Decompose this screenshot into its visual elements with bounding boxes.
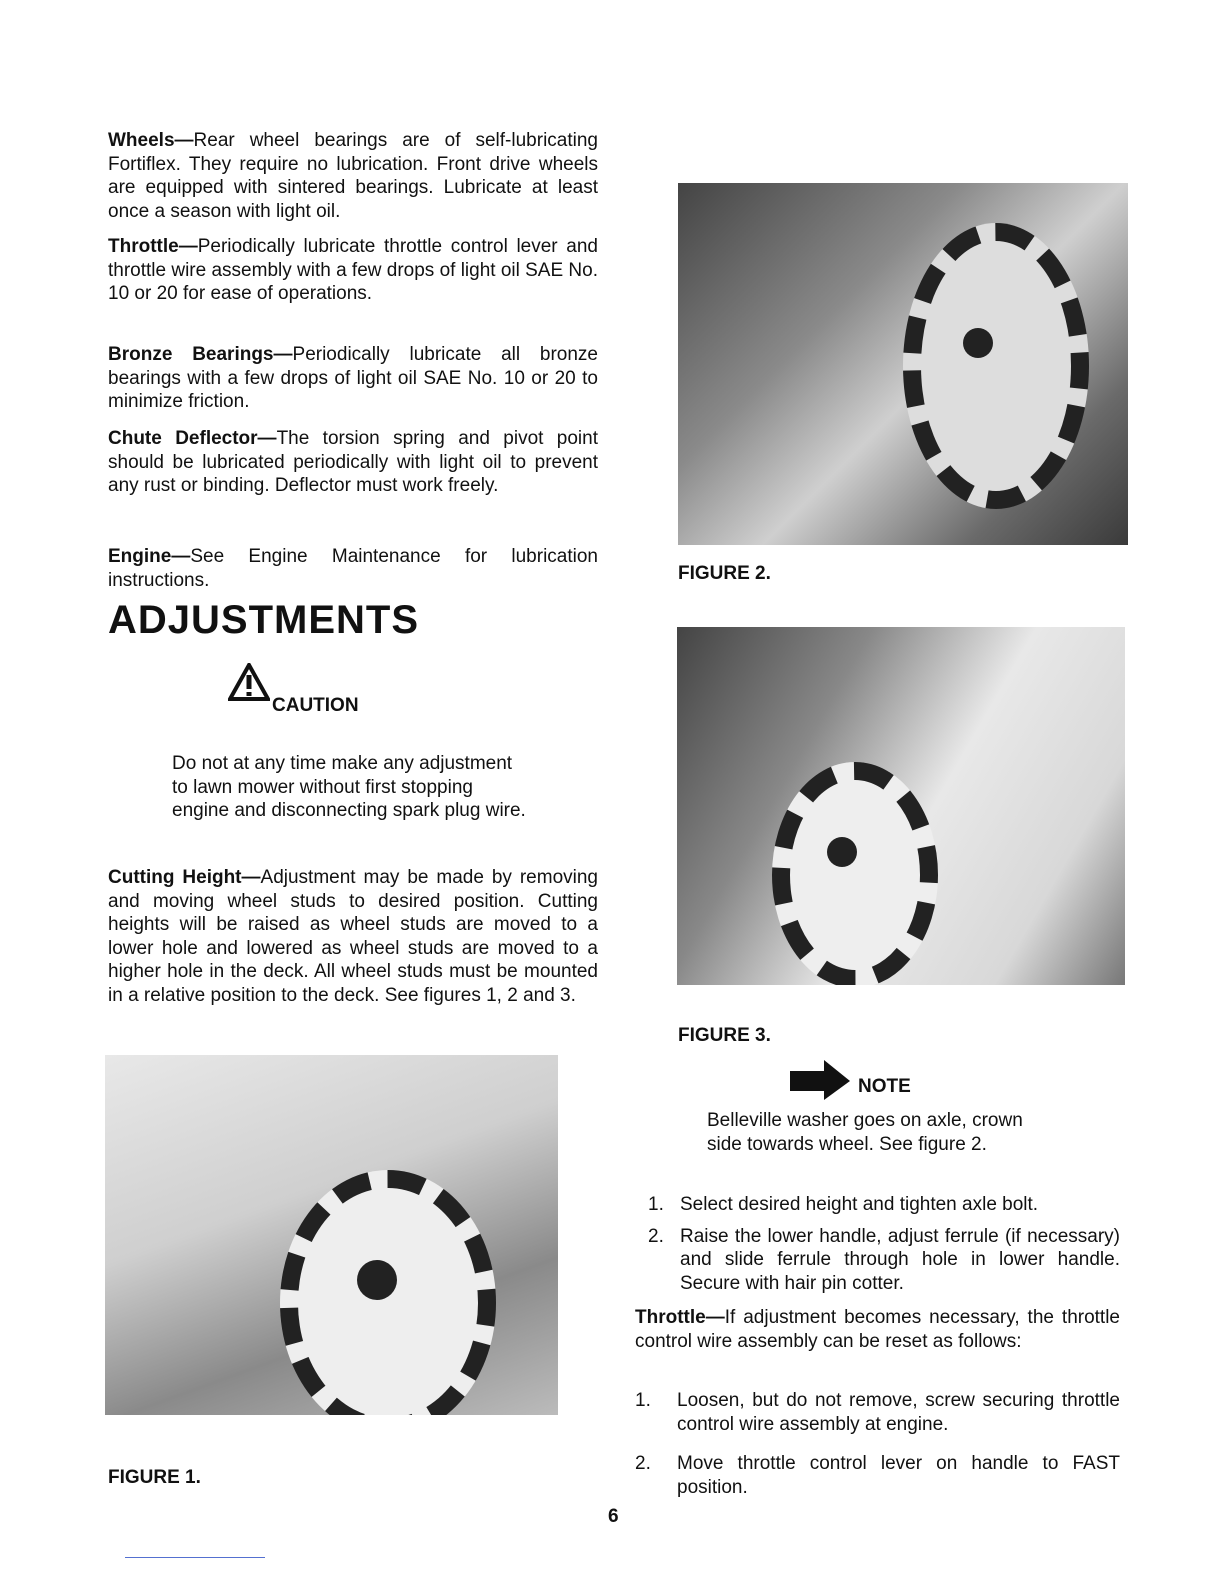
caution-text: Do not at any time make any adjustment to lawn mower without first stopping engine and disconnecting spark plug wire. <box>172 753 526 822</box>
figure-2-photo <box>678 183 1128 545</box>
footer-rule <box>125 1557 265 1558</box>
figure-1-caption: FIGURE 1. <box>108 1467 201 1488</box>
list-item: 1. Select desired height and tighten axle bolt. <box>648 1194 1039 1215</box>
cutting-height-paragraph: Cutting Height—Adjustment may be made by removing and moving wheel studs to desired position. Cutting heights will be raised as wheel studs are moved to a lower hole and lowered as wheel studs are moved to a higher hole in the deck. All wheel studs must be mounted in a relative position to the deck. See figures 1, 2 and 3. <box>108 867 598 1006</box>
caution-header: CAUTION <box>228 663 270 706</box>
list-item: 2. Raise the lower handle, adjust ferrule (if necessary) and slide ferrule through hole in lower handle. Secure with hair pin cotter. <box>648 1225 1120 1294</box>
list-item: 2. Move throttle control lever on handle to FAST position. <box>635 1453 1120 1498</box>
warning-triangle-icon <box>228 663 270 701</box>
chute-deflector-paragraph: Chute Deflector—The torsion spring and pivot point should be lubricated periodically with light oil to prevent any rust or binding. Deflector must work freely. <box>108 428 598 497</box>
figure-3-caption: FIGURE 3. <box>678 1025 771 1046</box>
engine-paragraph: Engine—See Engine Maintenance for lubrication instructions. <box>108 546 598 591</box>
bronze-bearings-paragraph: Bronze Bearings—Periodically lubricate all bronze bearings with a few drops of light oil SAE No. 10 or 20 to minimize friction. <box>108 344 598 413</box>
note-header: NOTE <box>790 1058 852 1105</box>
section-heading: ADJUSTMENTS <box>108 598 420 642</box>
figure-1-photo <box>105 1055 558 1415</box>
arrow-right-icon <box>790 1058 852 1100</box>
wheels-paragraph: Wheels—Rear wheel bearings are of self-lubricating Fortiflex. They require no lubrication. Front drive wheels are equipped with sintered bearings. Lubricate at least once a season with light oil. <box>108 130 598 222</box>
note-text: Belleville washer goes on axle, crown side towards wheel. See figure 2. <box>707 1110 1023 1155</box>
figure-3-photo <box>677 627 1125 985</box>
list-item: 1. Loosen, but do not remove, screw securing throttle control wire assembly at engine. <box>635 1390 1120 1435</box>
throttle-adjustment-paragraph: Throttle—If adjustment becomes necessary, the throttle control wire assembly can be reset as follows: <box>635 1307 1120 1352</box>
steps-list-b <box>635 1389 1120 1499</box>
figure-2-caption: FIGURE 2. <box>678 563 771 584</box>
steps-list-a <box>648 1193 1120 1295</box>
page-number: 6 <box>608 1506 619 1527</box>
throttle-paragraph: Throttle—Periodically lubricate throttle control lever and throttle wire assembly with a few drops of light oil SAE No. 10 or 20 for ease of operations. <box>108 236 598 305</box>
